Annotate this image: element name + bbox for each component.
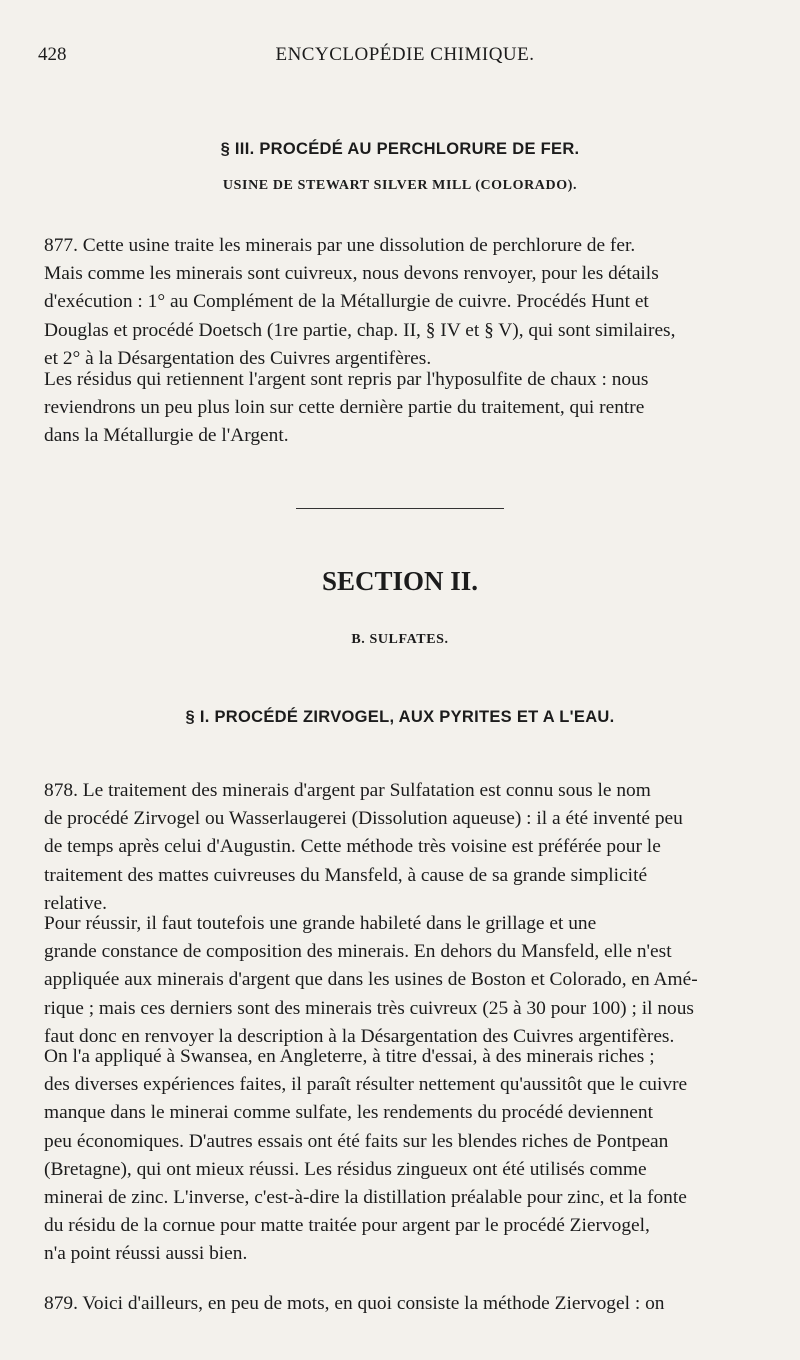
section-divider <box>296 508 504 509</box>
section-heading-perchlorure: § III. PROCÉDÉ AU PERCHLORURE DE FER. <box>220 140 580 158</box>
text-line: n'a point réussi aussi bien. <box>44 1243 248 1265</box>
text-line: de procédé Zirvogel ou Wasserlaugerei (Dissolution aqueuse) : il a été inventé peu <box>44 808 683 830</box>
text-line: Douglas et procédé Doetsch (1re partie, chap. II, § IV et § V), qui sont similaires, <box>44 319 676 341</box>
text-line: minerai de zinc. L'inverse, c'est-à-dire la distillation préalable pour zinc, et la fonte <box>44 1187 687 1209</box>
text-line: d'exécution : 1° au Complément de la Métallurgie de cuivre. Procédés Hunt et <box>44 291 649 313</box>
paragraph-878 <box>44 777 772 918</box>
text-line: du résidu de la cornue pour matte traitée pour argent par le procédé Ziervogel, <box>44 1215 650 1237</box>
text-line: peu économiques. D'autres essais ont été faits sur les blendes riches de Pontpean <box>44 1130 669 1152</box>
text-line: faut donc en renvoyer la description à la Désargentation des Cuivres argentifères. <box>44 1025 675 1047</box>
paragraph-878-swansea <box>44 1043 772 1269</box>
text-line: Pour réussir, il faut toutefois une grande habileté dans le grillage et une <box>44 913 597 934</box>
paragraph-877-continued <box>44 366 772 451</box>
text-line: rique ; mais ces derniers sont des minerais très cuivreux (25 à 30 pour 100) ; il nous <box>44 997 694 1019</box>
text-line: reviendrons un peu plus loin sur cette dernière partie du traitement, qui rentre <box>44 397 645 419</box>
page-header <box>38 44 772 70</box>
subheading-stewart-mill: USINE DE STEWART SILVER MILL (COLORADO). <box>222 178 578 193</box>
text-line: et 2° à la Désargentation des Cuivres argentifères. <box>44 347 432 369</box>
text-line: Les résidus qui retiennent l'argent sont repris par l'hyposulfite de chaux : nous <box>44 369 649 390</box>
text-line: des diverses expériences faites, il paraît résulter nettement qu'aussitôt que le cuivre <box>44 1074 688 1096</box>
paragraph-877 <box>44 232 772 373</box>
text-line: manque dans le minerai comme sulfate, les rendements du procédé deviennent <box>44 1102 653 1124</box>
running-title: ENCYCLOPÉDIE CHIMIQUE. <box>275 44 535 65</box>
section-subtitle-sulfates: B. SULFATES. <box>351 632 449 647</box>
text-line: de temps après celui d'Augustin. Cette méthode très voisine est préférée pour le <box>44 836 661 858</box>
page-number: 428 <box>38 44 67 65</box>
text-line: dans la Métallurgie de l'Argent. <box>44 425 289 447</box>
text-line: relative. <box>44 892 107 914</box>
section-title: SECTION II. <box>321 566 479 596</box>
text-line: grande constance de composition des minerais. En dehors du Mansfeld, elle n'est <box>44 941 672 963</box>
text-line: Mais comme les minerais sont cuivreux, nous devons renvoyer, pour les détails <box>44 263 659 285</box>
text-line: traitement des mattes cuivreuses du Mansfeld, à cause de sa grande simplicité <box>44 864 648 886</box>
text-line: appliquée aux minerais d'argent que dans les usines de Boston et Colorado, en Amé- <box>44 969 698 991</box>
text-line: 878. Le traitement des minerais d'argent par Sulfatation est connu sous le nom <box>44 780 651 801</box>
text-line: 879. Voici d'ailleurs, en peu de mots, en quoi consiste la méthode Ziervogel : on <box>44 1293 665 1314</box>
paragraph-879 <box>44 1290 772 1318</box>
text-line: 877. Cette usine traite les minerais par une dissolution de perchlorure de fer. <box>44 235 636 256</box>
section-heading-zirvogel: § I. PROCÉDÉ ZIRVOGEL, AUX PYRITES ET A L'EAU. <box>185 708 615 726</box>
paragraph-878-continued <box>44 910 772 1051</box>
text-line: On l'a appliqué à Swansea, en Angleterre, à titre d'essai, à des minerais riches ; <box>44 1046 655 1067</box>
text-line: (Bretagne), qui ont mieux réussi. Les résidus zingueux ont été utilisés comme <box>44 1158 647 1180</box>
